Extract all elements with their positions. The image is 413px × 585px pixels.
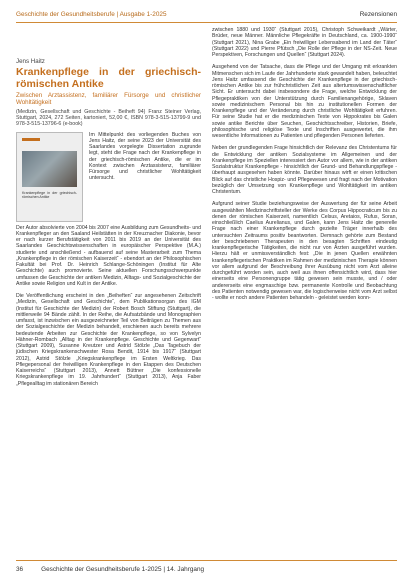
- left-column: [16, 27, 201, 393]
- book-intro-row: [16, 132, 201, 222]
- cover-series-mark: [22, 138, 40, 141]
- intro-paragraph: Im Mittelpunkt des vorliegenden Buches von Jens Haitz, der seine 2023 der Universität des Saarlandes vorgelegte Dissertation zugrunde legt, steht die Frage nach der Krankenpflege in der griechisch-römischen Antike, die er im Kontext zwischen Arztassistenz, familiärer Fürsorge und christlicher Wohltätigkeit untersucht.: [89, 131, 201, 182]
- section-label: Rezensionen: [359, 10, 397, 18]
- bibliographic-info: (Medizin, Gesellschaft und Geschichte - Beiheft 94) Franz Steiner Verlag, Stuttgart, 2024, 272 Seiten, kartoniert, 52,00 €, ISBN 978-3-515-13799-9 und 978-3-515-13796-6 (e-book): [16, 108, 201, 128]
- page-number: 36: [16, 565, 24, 573]
- book-cover-image: [16, 132, 83, 222]
- header-rule: [16, 22, 397, 23]
- body-paragraph: Ausgehend von der Tatsache, dass die Pflege und der Umgang mit erkrankten Mitmenschen sich im Laufe der Jahrhunderte stark gewandelt haben, beleuchtet Jens Haitz umfassend die Geschichte der Krankenpflege in der griechisch-römischen Antike bis zur frühchristlichen Zeit aus altertumswissenschaftlicher Sicht. Er untersucht dabei insbesondere die Frage, welche Entwicklung der Pflegepraktiken von der Unterstützung durch Familienangehörige, Sklaven sowie medizinischem Personal bis hin zu institutionellen Formen der Krankenpflege und der Veränderung durch christliche Wohltätigkeit erfuhren. Für seine Studie hat er die medizinischen Texte von Hippokrates bis Galen sowie antike Berichte über Seuchen, Geschichtsschreiber, Historien, Briefe, philosophische und religiöse Texte und Inschriften ausgewertet, die ihm wesentliche Informationen zu Patienten und pflegenden Personen lieferten.: [212, 64, 397, 139]
- footer-journal: Geschichte der Gesundheitsberufe 1-2025 | 14. Jahrgang: [41, 565, 205, 573]
- page-footer: [16, 563, 397, 575]
- book-title: Krankenpflege in der griechisch-römischen Antike: [16, 66, 201, 90]
- cover-photo: [22, 151, 77, 187]
- body-paragraph: zwischen 1880 und 1930“ (Stuttgart 2015), Christoph Schweikardt „Wärter, Brüder, neue Männer. Männliche Pflegekräfte in Deutschland, ca. 1900-1990“ (Stuttgart 2021), Nina Grabe „Ein freiwilliger Lebensabend im Land der Täter“ (Stuttgart 2022) und Pierre Pfütsch „Die Rolle der Pflege in der NS-Zeit. Neue Perspektiven, Forschungen und Quellen“ (Stuttgart 2024).: [212, 27, 397, 58]
- right-column: [212, 27, 397, 307]
- cover-title: Krankenpflege in der griechisch-römischen Antike: [22, 190, 77, 199]
- body-paragraph: Neben der grundlegenden Frage hinsichtlich der Relevanz des Christentums für die Entwicklung der antiken Sozialsysteme im Allgemeinen und der Krankenpflege im Speziellen interessiert den Autor vor allem, wie in der antiken Sozialstruktur Krankenpflege - hinsichtlich der Grund- und Behandlungspflege - überhaupt ausgesehen haben könnte. Darüber hinaus wirft er einen kritischen Blick auf das christliche Hospiz- und Pflegewesen und fragt nach der Motivation bezüglich der Umsetzung von Krankenpflege und Wohltätigkeit im antiken Christentum.: [212, 145, 397, 195]
- running-header: [16, 8, 397, 20]
- review-author: Jens Haitz: [16, 58, 45, 65]
- journal-issue: Geschichte der Gesundheitsberufe | Ausgabe 1-2025: [16, 10, 167, 18]
- body-paragraph: Der Autor absolvierte von 2004 bis 2007 eine Ausbildung zum Gesundheits- und Krankenpfleger an den Saaland Heilstätten in der Kreuznacher Diakonie, bevor er nach kurzer Berufstätigkeit von 2011 bis 2019 an der Universität des Saarlandes Geschichtswissenschaften in europäischer Perspektive (M.A.) studierte und anschließend - aufbauend auf seine Masterarbeit zum Thema „Krankenpflege in der römischen Kaiserzeit“ - ebendort an der Philosophischen Fakultät bei Prof. Dr. Heinrich Schlange-Schöningen (Institut für Alte Geschichte) auch promovierte. Seine aktuellen Forschungsschwerpunkte umfassen die Geschichte der antiken Medizin, Alltags- und Sozialgeschichte der Antike sowie Religion und Kult in der Antike.: [16, 224, 201, 287]
- body-paragraph: Aufgrund seiner Studie beziehungsweise der Auswertung der für seine Arbeit ausgewählten Medizinschriftsteller der Werke des Corpus Hippocraticum bis zu denen der römischen Kaiserzeit, namentlich Celsus, Aretaios, Rufus, Soran, einschließlich Caelius Aurelianus, und Galen, kann Jens Haitz die generelle Frage nach einer Krankenpflege durch gezielte Träger innerhalb des untersuchten Zeitraums positiv beantworten. Demnach gehörte zum Bestand der beschriebenen Therapeuten in den besagten Schriften eindeutig krankenpflegerische Tätigkeiten, die nicht nur von Ärzten ausgeführt wurden. Hierzu hält er unmissverständlich fest: „Die in jenen Quellen erwähnten krankenpflegerischen Praktiken im Rahmen der medizinischen Therapie können vor allem aufgrund der Beschreibung ihrer Ausübung nicht vom Arzt alleine durchgeführt worden sein, auch weil aus ihnen offensichtlich wird, dass hier einerseits eine Personengruppe tätig gewesen sein musste, und / oder andererseits eine engmaschige bzw. permanente Kontrolle und Beobachtung des Patienten notwendig gewesen war, die logischerweise nicht vom Arzt selbst - wollte er noch andere Patienten behandeln - geleistet werden konn-: [212, 201, 397, 301]
- body-paragraph: Die Veröffentlichung erscheint in den „Beiheften“ zur angesehenen Zeitschrift „Medizin, Gesellschaft und Geschichte“, dem Publikationsorgan des IGM (Institut für Geschichte der Medizin) der Robert Bosch Stiftung (Stuttgart), die mittlerweile 94 Bände zählt. In der Reihe, die Aufsatzbände und Monographien umfasst, ist inzwischen ein ausgezeichneter Teil von Beiträgen zu Themen aus der Sozialgeschichte der Medizin behandelt, erschienen auch bereits mehrere bedeutende Arbeiten zur Geschichte der Krankenpflege, so von Sylvelyn Hähner-Rombach „Alltag in der Krankenpflege. Geschichte und Gegenwart“ (Stuttgart 2009), Susanne Kreutzer und Astrid Stölzle „Das Tagebuch der jüdischen Kriegskrankenschwester Rosa Bendit, 1914 bis 1917“ (Stuttgart 2012), Astrid Stölzle „Kriegskrankenpflege im Ersten Weltkrieg. Das Pflegepersonal der freiwilligen Krankenpflege in den Etappen des Deutschen Kaiserreichs“ (Stuttgart 2013), Annett Büttner „Die konfessionelle Kriegskrankenpflege im 19. Jahrhundert“ (Stuttgart 2013), Anja Faber „Pflegealltag im stationären Bereich: [16, 293, 201, 387]
- footer-rule: [16, 560, 397, 561]
- book-subtitle: Zwischen Arztassistenz, familiärer Fürsorge und christlicher Wohltätigkeit: [16, 92, 201, 107]
